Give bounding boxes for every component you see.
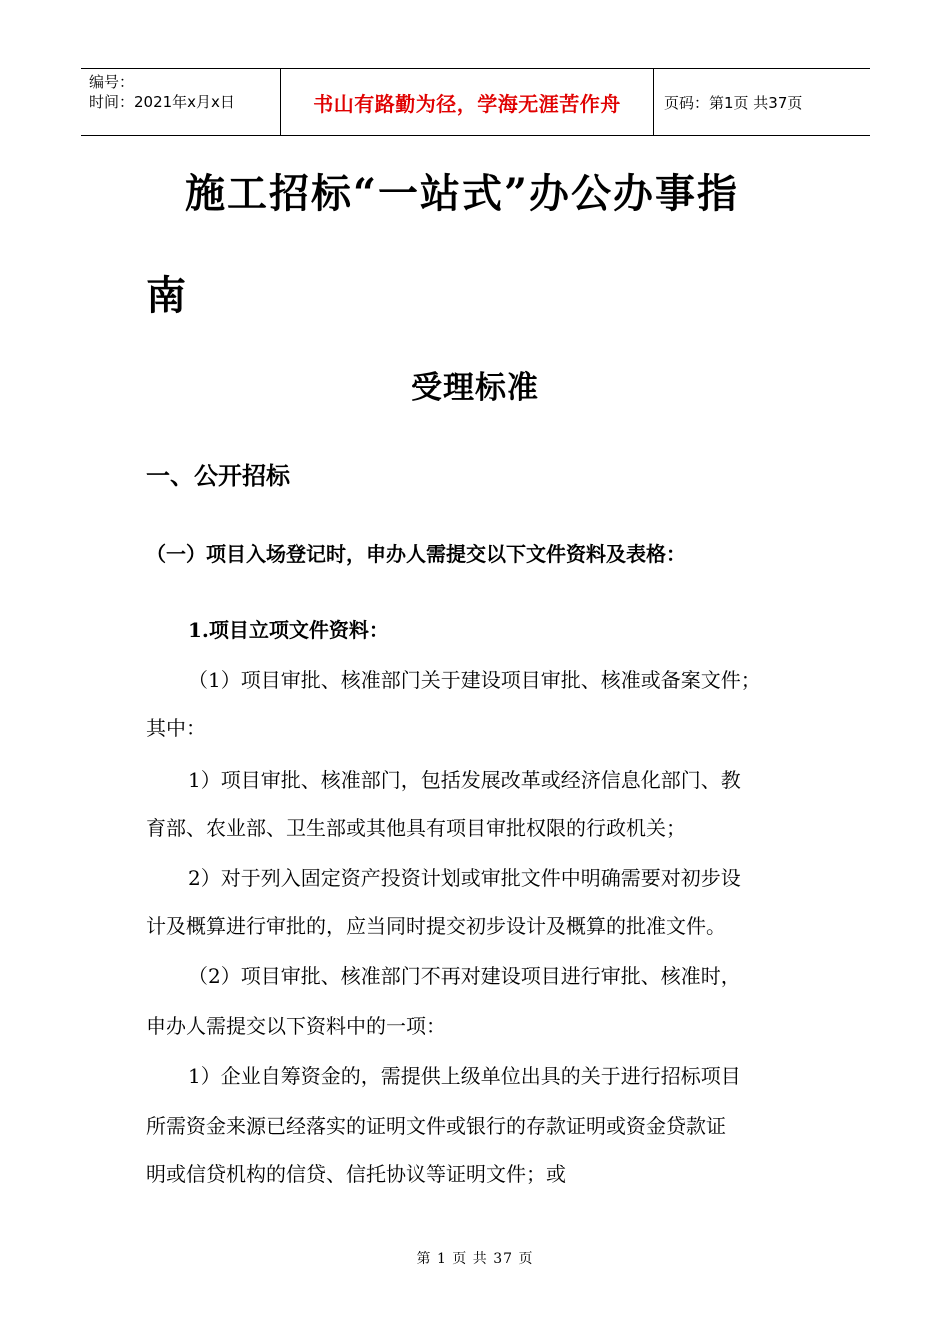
paragraph-line: （2）项目审批、核准部门不再对建设项目进行审批、核准时，	[188, 964, 741, 988]
item-heading: 1.项目立项文件资料：	[188, 618, 389, 642]
paragraph-line: 其中：	[146, 716, 206, 740]
paragraph-line: 1）项目审批、核准部门，包括发展改革或经济信息化部门、教	[188, 768, 741, 792]
subsection-heading: （一）项目入场登记时，申办人需提交以下文件资料及表格：	[146, 542, 686, 566]
paragraph-line: 申办人需提交以下资料中的一项：	[146, 1014, 446, 1038]
header-page-info: 页码：第1页 共37页	[664, 93, 803, 112]
header-meta-cell	[81, 69, 281, 135]
document-time-label: 时间：2021年x月x日	[89, 93, 235, 111]
paragraph-line: （1）项目审批、核准部门关于建设项目审批、核准或备案文件；	[188, 668, 761, 692]
paragraph-line: 明或信贷机构的信贷、信托协议等证明文件；或	[146, 1162, 566, 1186]
paragraph-line: 育部、农业部、卫生部或其他具有项目审批权限的行政机关；	[146, 816, 686, 840]
document-subtitle: 受理标准	[411, 370, 539, 406]
page-footer: 第 1 页 共 37 页	[416, 1251, 534, 1267]
section-heading: 一、公开招标	[146, 462, 290, 490]
document-number-label: 编号：	[89, 73, 135, 91]
header-table	[81, 68, 870, 136]
document-title-line2: 南	[146, 272, 186, 319]
document-title-line1: 施工招标“一站式”办公办事指	[185, 170, 740, 217]
paragraph-line: 所需资金来源已经落实的证明文件或银行的存款证明或资金贷款证	[146, 1114, 726, 1138]
paragraph-line: 计及概算进行审批的，应当同时提交初步设计及概算的批准文件。	[146, 914, 726, 938]
header-motto: 书山有路勤为径，学海无涯苦作舟	[281, 69, 654, 135]
paragraph-line: 2）对于列入固定资产投资计划或审批文件中明确需要对初步设	[188, 866, 741, 890]
paragraph-line: 1）企业自筹资金的，需提供上级单位出具的关于进行招标项目	[188, 1064, 741, 1088]
